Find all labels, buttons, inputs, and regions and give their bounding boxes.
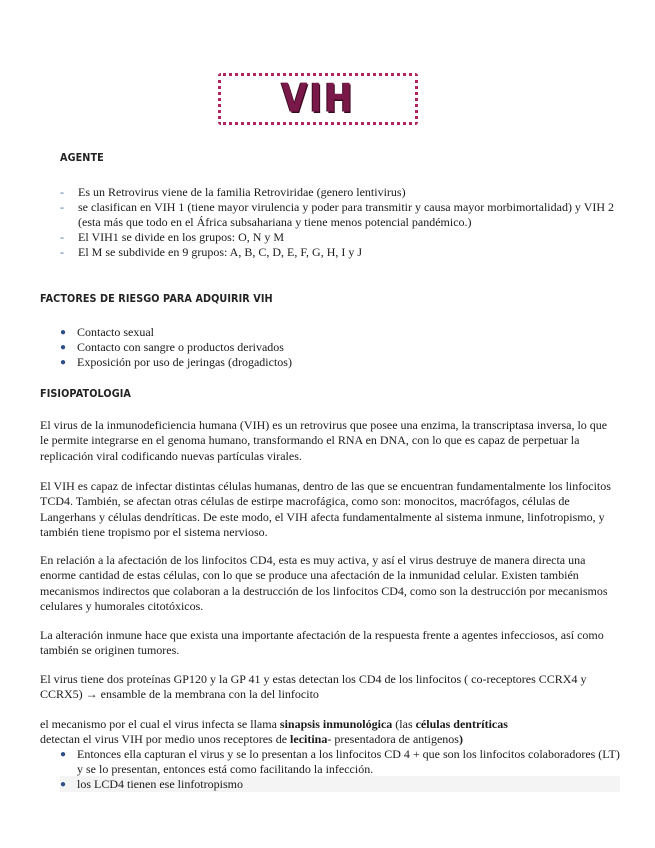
proteins-prefix: El virus tiene dos proteínas	[40, 672, 174, 686]
list-item: - El M se subdivide en 9 grupos: A, B, C, D, E, F, G, H, I y J	[60, 245, 363, 259]
list-item: ● Entonces ella capturan el virus y se lo presentan a los linfocitos CD 4 + que son los linfocitos colaboradores (LT) y se lo presentan, entonces está como facilitando la infección.	[60, 747, 620, 776]
proteins-paragraph	[40, 672, 620, 703]
sinapsis-bullets	[60, 747, 620, 792]
heading-fisiopatologia: FISIOPATOLOGIA	[40, 388, 131, 400]
list-item: - El VIH1 se divide en los grupos: O, N y M	[60, 230, 285, 244]
proteins-text: GP120 y la GP 41 y estas detectan los CD4 de los linfocitos ( co-receptores CCRX4 y CCRX5) → ensamble de la membrana con la del linfocito	[40, 672, 587, 702]
paragraph: El VIH es capaz de infectar distintas células humanas, dentro de las que se encuentran fundamentalmente los linfocitos TCD4. También, se afectan otras células de estirpe macrofágica, como son: monocitos, macrófagos, células de Langerhans y células dendríticas. De este modo, el VIH afecta fundamentalmente al sistema inmune, linfotropismo, y también tiene tropismo por el sistema nervioso.	[40, 479, 611, 540]
list-item: ● Contacto sexual	[60, 325, 154, 339]
list-item: - Es un Retrovirus viene de la familia Retroviridae (genero lentivirus)	[60, 185, 406, 199]
list-item: - se clasifican en VIH 1 (tiene mayor virulencia y poder para transmitir y causa mayor morbimortalidad) y VIH 2 (esta más que todo en el África subsahariana y tiene menos potencial pandémico.)	[60, 200, 615, 229]
paragraph: La alteración inmune hace que exista una importante afectación de la respuesta frente a agentes infecciosos, así como también se originen tumores.	[40, 628, 604, 658]
list-item: ● Exposición por uso de jeringas (drogadictos)	[60, 355, 292, 369]
bold-term: lecitina	[290, 732, 328, 747]
paragraph: En relación a la afectación de los linfocitos CD4, esta es muy activa, y así el virus destruye de manera directa una enorme cantidad de estas células, con lo que se produce una afectación de la inmunidad celular. Existen también mecanismos indirectos que colaboran a la destrucción de los linfocitos CD4, como son la destrucción por mecanismos celulares y humorales citotóxicos.	[40, 553, 608, 614]
paragraph: El virus de la inmunodeficiencia humana (VIH) es un retrovirus que posee una enzima, la transcriptasa inversa, lo que le permite integrarse en el genoma humano, transformando el RNA en DNA, con lo que es capaz de perpetuar la replicación viral codificando nuevas partículas virales.	[40, 418, 608, 463]
factores-list	[60, 325, 600, 370]
document-title: VIH	[281, 76, 355, 122]
heading-agente: AGENTE	[60, 152, 104, 164]
bold-term: células dentríticas	[415, 717, 508, 731]
title-banner	[218, 73, 418, 125]
bold-term: sinapsis inmunológica	[279, 717, 393, 731]
sinapsis-paragraph: el mecanismo por el cual el virus infecta se llama sinapsis inmunológica (las células dentríticas detectan el virus VIH por medio unos receptores de lecitina- presentadora de antigenos)	[40, 717, 508, 747]
list-item: ● Contacto con sangre o productos derivados	[60, 340, 284, 354]
heading-factores: FACTORES DE RIESGO PARA ADQUIRIR VIH	[40, 293, 273, 305]
agente-list	[60, 185, 620, 260]
list-item: ● los LCD4 tienen ese linfotropismo	[60, 777, 243, 791]
